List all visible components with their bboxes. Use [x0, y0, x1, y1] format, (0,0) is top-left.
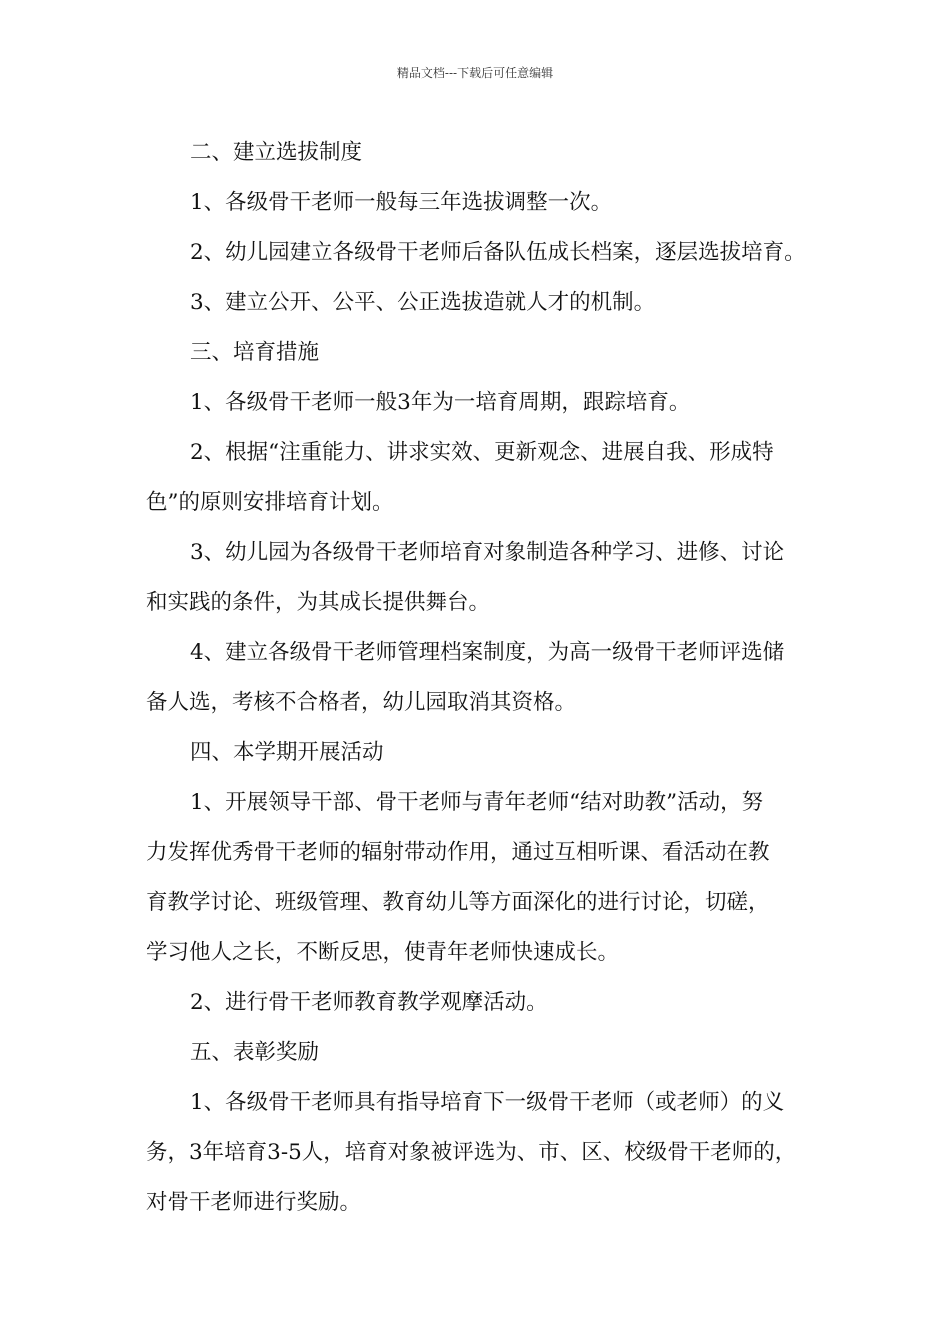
paragraph-line: 备人选，考核不合格者，幼儿园取消其资格。 — [146, 690, 577, 715]
section-heading-selection: 二、建立选拔制度 — [190, 140, 363, 165]
paragraph-line: 色”的原则安排培育计划。 — [146, 490, 394, 515]
document-body — [146, 128, 822, 1228]
page-header: 精品文档---下载后可任意编辑 — [396, 66, 554, 80]
paragraph-line: 1、各级骨干老师一般3年为一培育周期，跟踪培育。 — [190, 390, 691, 415]
paragraph-line: 2、幼儿园建立各级骨干老师后备队伍成长档案，逐层选拔培育。 — [190, 240, 806, 265]
paragraph-line: 对骨干老师进行奖励。 — [146, 1190, 362, 1215]
paragraph-line: 2、进行骨干老师教育教学观摩活动。 — [190, 990, 548, 1015]
section-heading-activities: 四、本学期开展活动 — [190, 740, 384, 765]
paragraph-line: 力发挥优秀骨干老师的辐射带动作用，通过互相听课、看活动在教 — [146, 840, 770, 865]
paragraph-line: 2、根据“注重能力、讲求实效、更新观念、进展自我、形成特 — [190, 440, 774, 465]
paragraph-line: 1、各级骨干老师具有指导培育下一级骨干老师（或老师）的义 — [190, 1090, 785, 1115]
paragraph-line: 学习他人之长，不断反思，使青年老师快速成长。 — [146, 940, 620, 965]
paragraph-line: 3、幼儿园为各级骨干老师培育对象制造各种学习、进修、讨论 — [190, 540, 785, 565]
paragraph-line: 务，3年培育3-5人，培育对象被评选为、市、区、校级骨干老师的， — [146, 1140, 797, 1165]
paragraph-line: 育教学讨论、班级管理、教育幼儿等方面深化的进行讨论，切磋， — [146, 890, 770, 915]
paragraph-line: 1、各级骨干老师一般每三年选拔调整一次。 — [190, 190, 613, 215]
paragraph-line: 和实践的条件，为其成长提供舞台。 — [146, 590, 491, 615]
section-heading-rewards: 五、表彰奖励 — [190, 1040, 320, 1065]
section-heading-measures: 三、培育措施 — [190, 340, 320, 365]
paragraph-line: 1、开展领导干部、骨干老师与青年老师“结对助教”活动，努 — [190, 790, 764, 815]
paragraph-line: 3、建立公开、公平、公正选拔造就人才的机制。 — [190, 290, 656, 315]
paragraph-line: 4、建立各级骨干老师管理档案制度，为高一级骨干老师评选储 — [190, 640, 785, 665]
